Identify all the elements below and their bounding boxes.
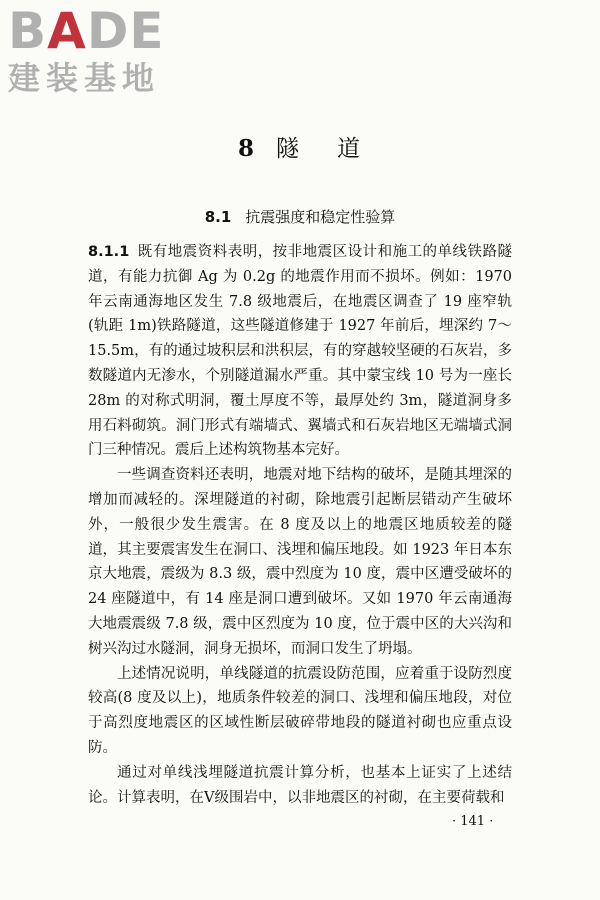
logo-wordmark: BADE [8,2,165,60]
section-number: 8.1 [204,208,232,226]
chapter-title-char-1: 隧 [276,136,301,162]
chapter-title [0,130,600,163]
paragraph-2: 一些调查资料还表明，地震对地下结构的破坏，是随其埋深的增加而减轻的。深埋隧道的衬砌，除地震引起断层错动产生破坏外，一般很少发生震害。在 8 度及以上的地震区地质较差的隧道，其主要震害发生在洞口、浅埋和偏压地段。如 1923 年日本东京大地震，震级为 8.3 级，震中烈度为 10 度，震中区遭受破坏的 24 座隧道中，有 14 座是洞口遭到破坏。又如 1970 年云南通海大地震震级 7.8 级，震中区烈度为 10 度，位于震中区的大兴沟和树兴沟过水隧洞，洞身无损坏，而洞口发生了坍塌。 [88,467,512,657]
bade-logo [8,4,165,96]
paragraph-1: 8.1.1 既有地震资料表明，按非地震区设计和施工的单线铁路隧道，有能力抗御 Ag 为 0.2g 的地震作用而不损坏。例如：1970 年云南通海地区发生 7.8 级地震后，在地震区调查了 19 座窄轨(轨距 1m)铁路隧道，这些隧道修建于 1927 年前后，埋深约 7～15.5m，有的通过坡积层和洪积层，有的穿越较坚硬的石灰岩，多数隧道内无渗水，个别隧道漏水严重。其中蒙宝线 10 号为一座长 28m 的对称式明洞，覆土厚度不等，最厚处约 3m，隧道洞身多用石料砌筑。洞门形式有端墙式、翼墙式和石灰岩地区无端墙式洞门三种情况。震后上述构筑物基本完好。 [88,244,512,459]
section-heading [0,206,600,227]
body-text [88,240,512,810]
paragraph-3: 上述情况说明，单线隧道的抗震设防范围，应着重于设防烈度较高(8 度及以上)，地质条件较差的洞口、浅埋和偏压地段，对位于高烈度地震区的区域性断层破碎带地段的隧道衬砌也应重点设防。 [88,665,512,756]
article-number: 8.1.1 [88,244,130,260]
section-title: 抗震强度和稳定性验算 [245,208,396,226]
chapter-number: 8 [237,135,256,162]
page-number: · 141 · [452,814,494,829]
paragraph-4: 通过对单线浅埋隧道抗震计算分析，也基本上证实了上述结论。计算表明，在Ⅴ级围岩中，以非地震区的衬砌，在主要荷载和 [88,764,512,806]
chapter-title-char-2: 道 [337,136,362,162]
logo-subtitle: 建装基地 [8,59,161,97]
